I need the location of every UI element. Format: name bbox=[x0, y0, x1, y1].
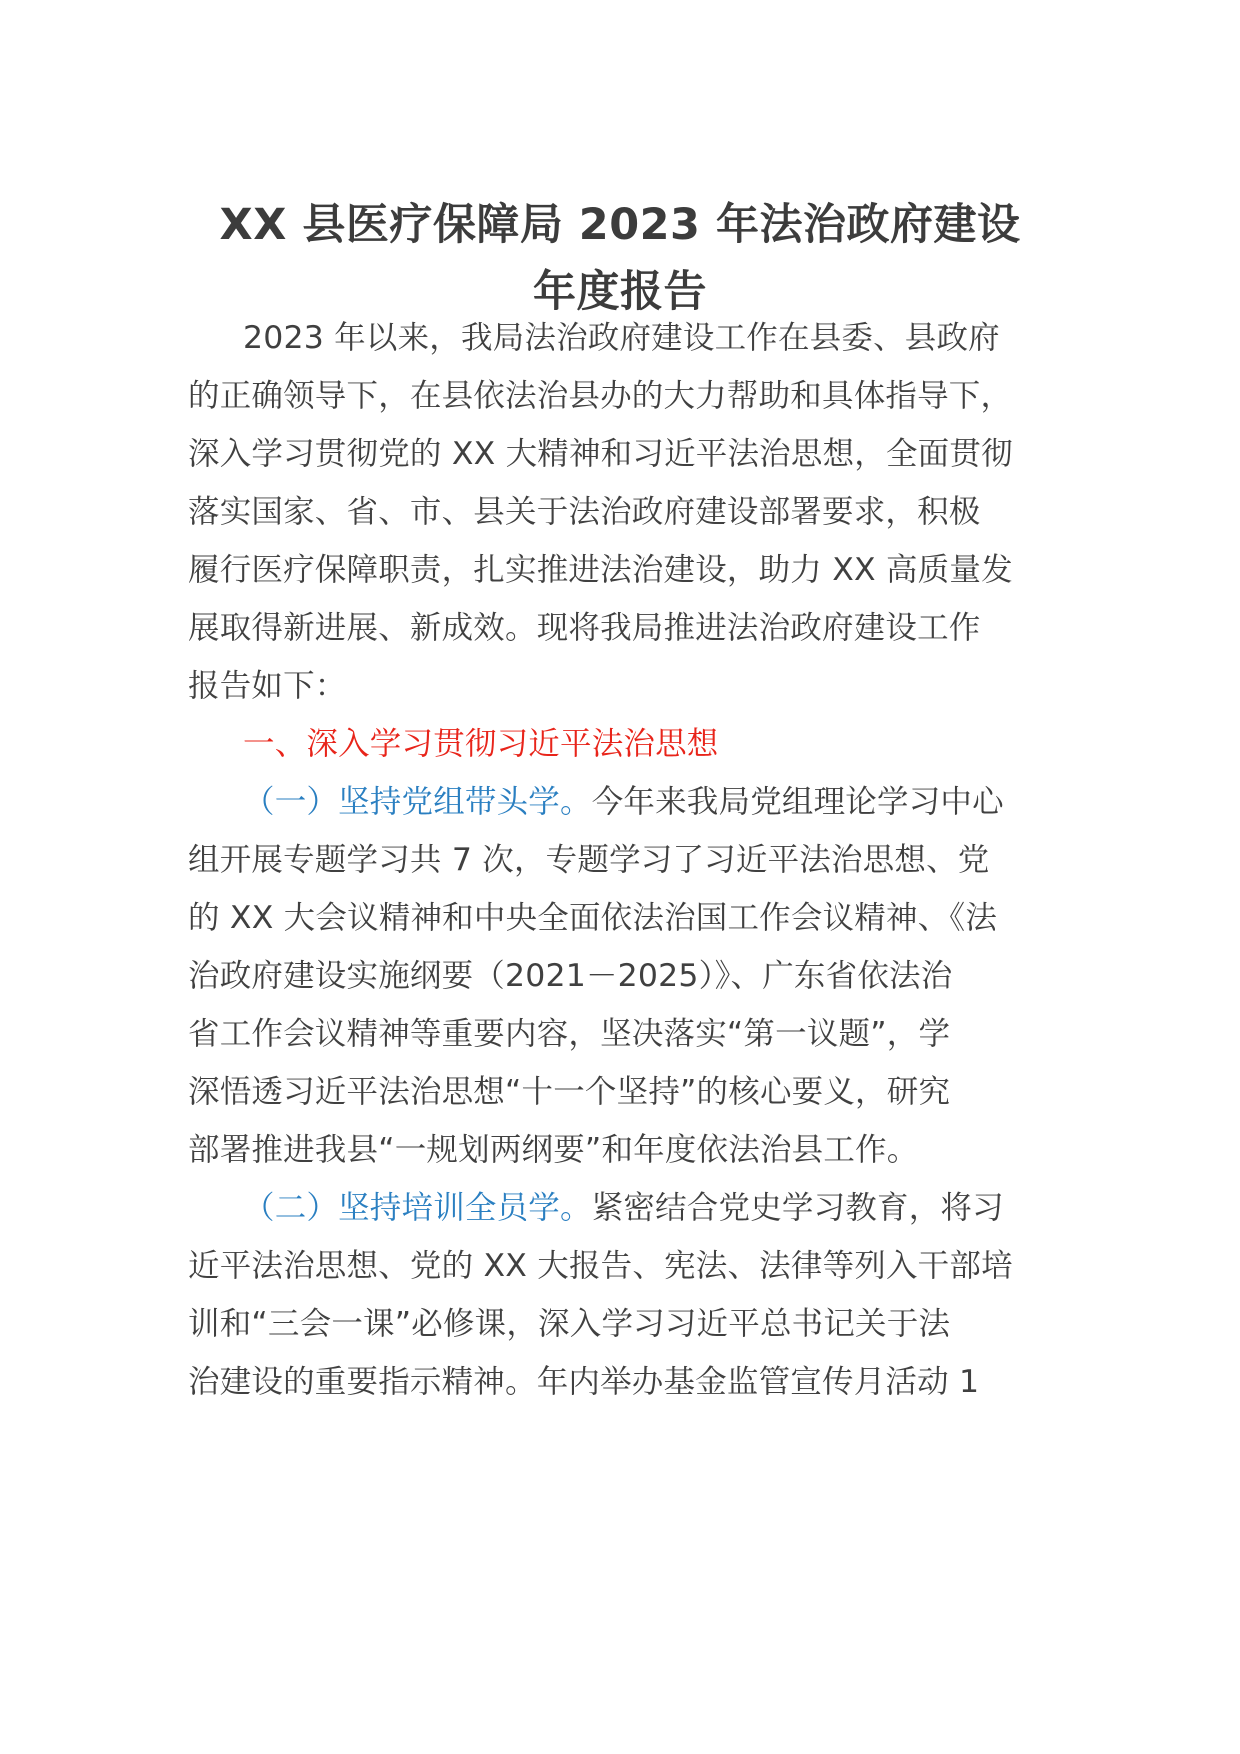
item-2-line: 治建设的重要指示精神。年内举办基金监管宣传月活动 1 bbox=[188, 1364, 980, 1400]
item-1-line: 治政府建设实施纲要（2021－2025）》、广东省依法治 bbox=[188, 958, 953, 994]
item-2-line: 近平法治思想、党的 XX 大报告、宪法、法律等列入干部培 bbox=[188, 1248, 1013, 1284]
section-1-heading: 一、深入学习贯彻习近平法治思想 bbox=[243, 726, 719, 762]
document-title-line-2: 年度报告 bbox=[533, 267, 707, 317]
item-1-line: 省工作会议精神等重要内容，坚决落实“第一议题”，学 bbox=[188, 1016, 951, 1052]
item-2-first-line bbox=[243, 1183, 1123, 1233]
item-1-text: 今年来我局党组理论学习中心 bbox=[591, 784, 1004, 820]
intro-line: 履行医疗保障职责，扎实推进法治建设，助力 XX 高质量发 bbox=[188, 552, 1013, 588]
item-2-text: 紧密结合党史学习教育，将习 bbox=[591, 1190, 1004, 1226]
item-2-line: 训和“三会一课”必修课，深入学习习近平总书记关于法 bbox=[188, 1306, 951, 1342]
intro-line: 展取得新进展、新成效。现将我局推进法治政府建设工作 bbox=[188, 610, 981, 646]
document-title-line-1: XX 县医疗保障局 2023 年法治政府建设 bbox=[219, 200, 1021, 250]
intro-line: 落实国家、省、市、县关于法治政府建设部署要求，积极 bbox=[188, 494, 981, 530]
item-1-line: 部署推进我县“一规划两纲要”和年度依法治县工作。 bbox=[188, 1132, 919, 1168]
intro-line: 2023 年以来，我局法治政府建设工作在县委、县政府 bbox=[243, 320, 1000, 356]
item-1-line: 的 XX 大会议精神和中央全面依法治国工作会议精神、《法 bbox=[188, 900, 998, 936]
item-1-first-line bbox=[243, 777, 1123, 827]
item-1-line: 深悟透习近平法治思想“十一个坚持”的核心要义，研究 bbox=[188, 1074, 951, 1110]
intro-line: 报告如下： bbox=[188, 668, 347, 704]
intro-line: 的正确领导下，在县依法治县办的大力帮助和具体指导下， bbox=[188, 378, 1013, 414]
intro-line: 深入学习贯彻党的 XX 大精神和习近平法治思想，全面贯彻 bbox=[188, 436, 1013, 472]
item-1-heading: （一）坚持党组带头学。 bbox=[243, 784, 592, 820]
item-2-heading: （二）坚持培训全员学。 bbox=[243, 1190, 592, 1226]
item-1-line: 组开展专题学习共 7 次，专题学习了习近平法治思想、党 bbox=[188, 842, 990, 878]
